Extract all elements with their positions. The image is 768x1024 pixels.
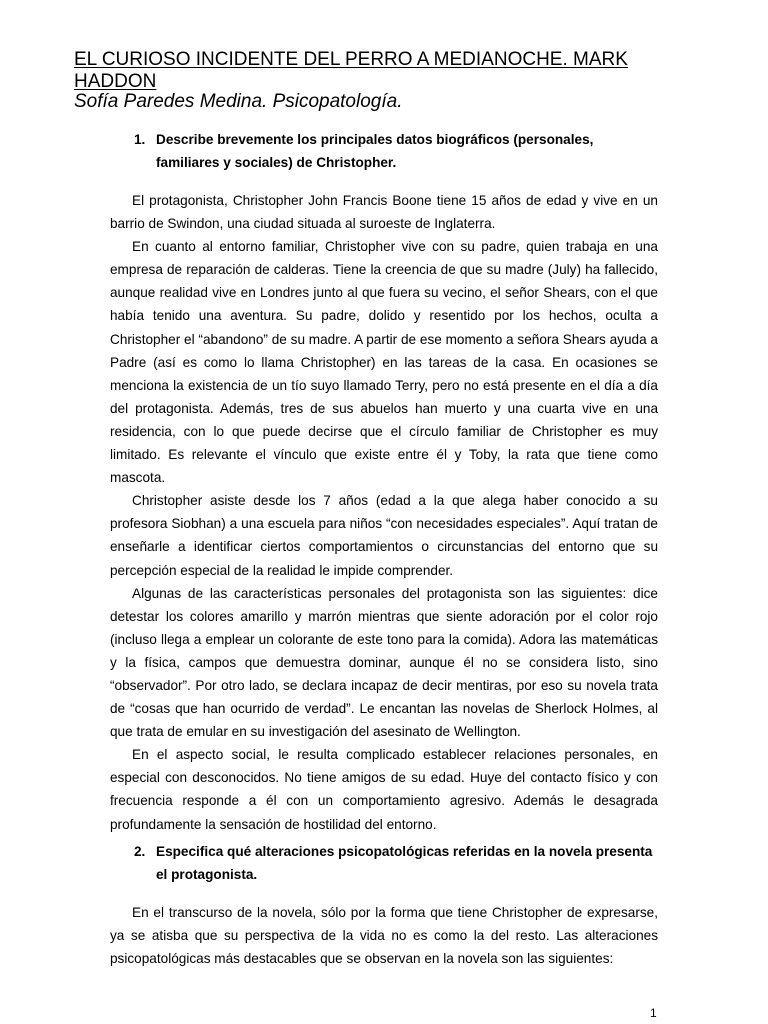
question-1-text: Describe brevemente los principales datos biográficos (personales, familiares y sociales) de Christopher. — [156, 132, 594, 170]
question-2-number: 2. — [134, 844, 146, 859]
question-2-text: Especifica qué alteraciones psicopatológicas referidas en la novela presenta el protagonista. — [156, 844, 653, 882]
section-2-body — [110, 901, 658, 970]
question-2 — [134, 840, 659, 886]
paragraph: Christopher asiste desde los 7 años (edad a la que alega haber conocido a su profesora Siobhan) a una escuela para niños “con necesidades especiales”. Aquí tratan de enseñarle a identificar ciertos comportamientos o circunstancias del entorno que su percepción especial de la realidad le impide comprender. — [110, 493, 658, 578]
page-number: 1 — [650, 1006, 657, 1020]
document-title: EL CURIOSO INCIDENTE DEL PERRO A MEDIANOCHE. MARK HADDON — [74, 49, 628, 92]
paragraph: Algunas de las características personales del protagonista son las siguientes: dice detestar los colores amarillo y marrón mientras que siente adoración por el color rojo (incluso llega a emplear un colorante de este tono para la comida). Adora las matemáticas y la física, campos que demuestra dominar, aunque él no se considera listo, sino “observador”. Por otro lado, se declara incapaz de decir mentiras, por eso su novela trata de “cosas que han ocurrido de verdad”. Le encantan las novelas de Sherlock Holmes, al que trata de emular en su investigación del asesinato de Wellington. — [110, 585, 658, 740]
paragraph: En el aspecto social, le resulta complicado establecer relaciones personales, en especial con desconocidos. No tiene amigos de su edad. Huye del contacto físico y con frecuencia responde a él con un comportamiento agresivo. Además le desagrada profundamente la sensación de hostilidad del entorno. — [110, 747, 658, 832]
paragraph: En cuanto al entorno familiar, Christopher vive con su padre, quien trabaja en una empresa de reparación de calderas. Tiene la creencia de que su madre (July) ha fallecido, aunque realidad vive en Londres junto al que fuera su vecino, el señor Shears, con el que había tenido una aventura. Su padre, dolido y resentido por los hechos, oculta a Christopher el “abandono” de su madre. A partir de ese momento a señora Shears ayuda a Padre (así es como lo llama Christopher) en las tareas de la casa. En ocasiones se menciona la existencia de un tío suyo llamado Terry, pero no está presente en el día a día del protagonista. Además, tres de sus abuelos han muerto y una cuarta vive en una residencia, con lo que puede decirse que el círculo familiar de Christopher es muy limitado. Es relevante el vínculo que existe entre él y Toby, la rata que tiene como mascota. — [110, 239, 658, 486]
paragraph: El protagonista, Christopher John Francis Boone tiene 15 años de edad y vive en un barrio de Swindon, una ciudad situada al suroeste de Inglaterra. — [110, 193, 658, 232]
question-1-number: 1. — [134, 132, 146, 147]
author-subtitle: Sofía Paredes Medina. Psicopatología. — [74, 91, 403, 112]
paragraph: En el transcurso de la novela, sólo por la forma que tiene Christopher de expresarse, ya se atisba que su perspectiva de la vida no es como la del resto. Las alteraciones psicopatológicas más destacables que se observan en la novela son las siguientes: — [110, 905, 658, 967]
question-1 — [134, 128, 659, 174]
section-1-body — [110, 189, 658, 836]
